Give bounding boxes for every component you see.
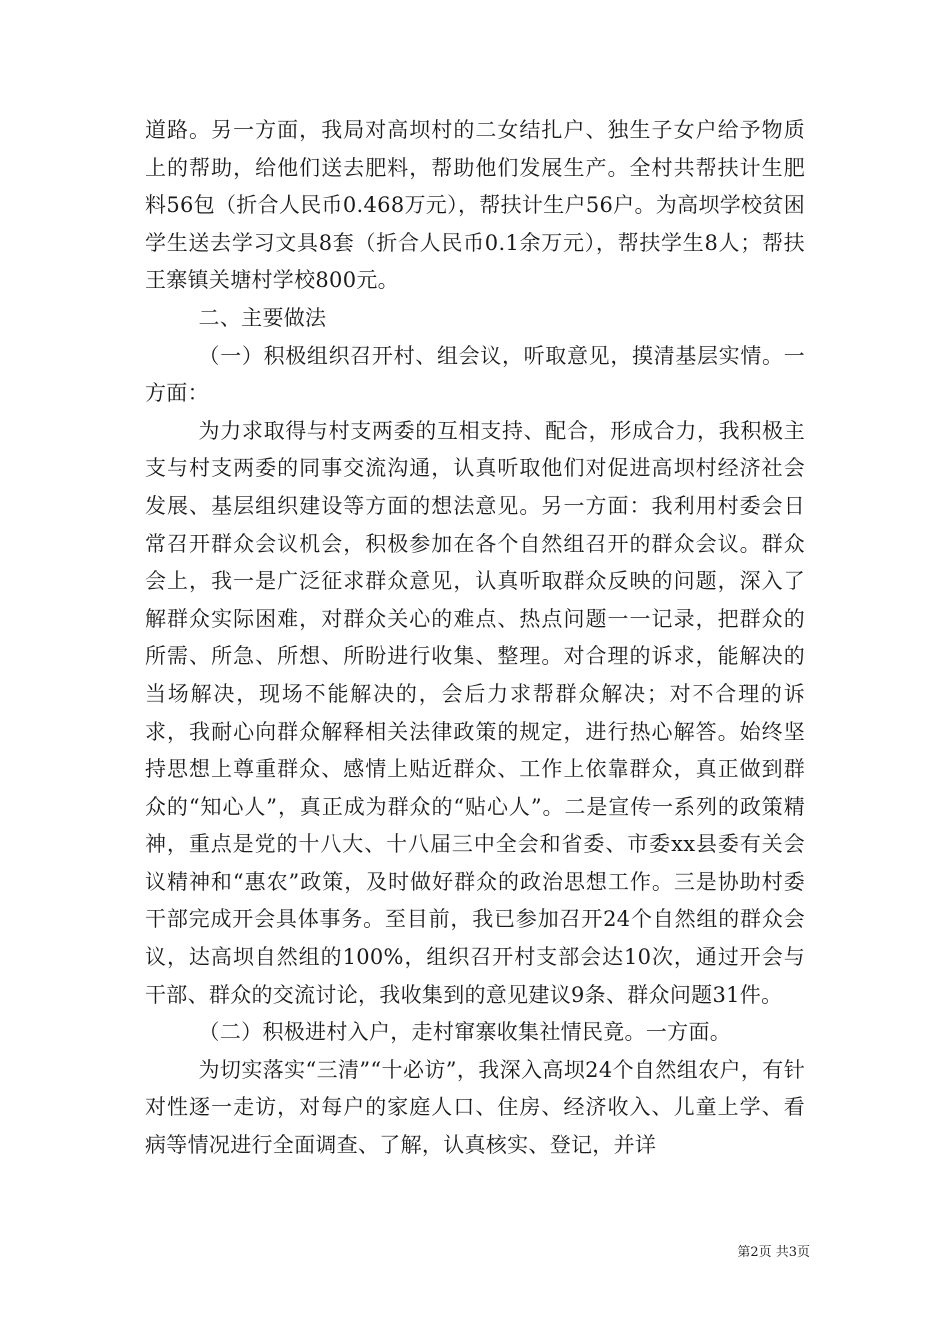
document-body — [145, 112, 805, 1165]
paragraph-meetings: 为力求取得与村支两委的互相支持、配合，形成合力，我积极主支与村支两委的同事交流沟通，认真听取他们对促进高坝村经济社会发展、基层组织建设等方面的想法意见。另一方面：我利用村委会日常召开群众会议机会，积极参加在各个自然组召开的群众会议。群众会上，我一是广泛征求群众意见，认真听取群众反映的问题，深入了解群众实际困难，对群众关心的难点、热点问题一一记录，把群众的所需、所急、所想、所盼进行收集、整理。对合理的诉求，能解决的当场解决，现场不能解决的，会后力求帮群众解决；对不合理的诉求，我耐心向群众解释相关法律政策的规定，进行热心解答。始终坚持思想上尊重群众、感情上贴近群众、工作上依靠群众，真正做到群众的“知心人”，真正成为群众的“贴心人”。二是宣传一系列的政策精神，重点是党的十八大、十八届三中全会和省委、市委xx县委有关会议精神和“惠农”政策，及时做好群众的政治思想工作。三是协助村委干部完成开会具体事务。至目前，我已参加召开24个自然组的群众会议，达高坝自然组的100%，组织召开村支部会达10次，通过开会与干部、群众的交流讨论，我收集到的意见建议9条、群众问题31件。 — [145, 418, 805, 1007]
paragraph-continuation: 道路。另一方面，我局对高坝村的二女结扎户、独生子女户给予物质上的帮助，给他们送去肥料，帮助他们发展生产。全村共帮扶计生肥料56包（折合人民币0.468万元），帮扶计生户56户。为高坝学校贫困学生送去学习文具8套（折合人民币0.1余万元），帮扶学生8人；帮扶王寨镇关塘村学校800元。 — [145, 118, 805, 293]
page-number-footer: 第2页 共3页 — [737, 1245, 810, 1260]
subsection-heading-2: （二）积极进村入户，走村窜寨收集社情民竟。一方面。 — [198, 1020, 732, 1045]
section-heading-main-methods: 二、主要做法 — [198, 305, 327, 330]
paragraph-household-visits: 为切实落实“三清”“十必访”，我深入高坝24个自然组农户，有针对性逐一走访，对每户的家庭人口、住房、经济收入、儿童上学、看病等情况进行全面调查、了解，认真核实、登记，并详 — [145, 1057, 805, 1158]
subsection-heading-1: （一）积极组织召开村、组会议，听取意见，摸清基层实情。一方面： — [145, 343, 805, 406]
